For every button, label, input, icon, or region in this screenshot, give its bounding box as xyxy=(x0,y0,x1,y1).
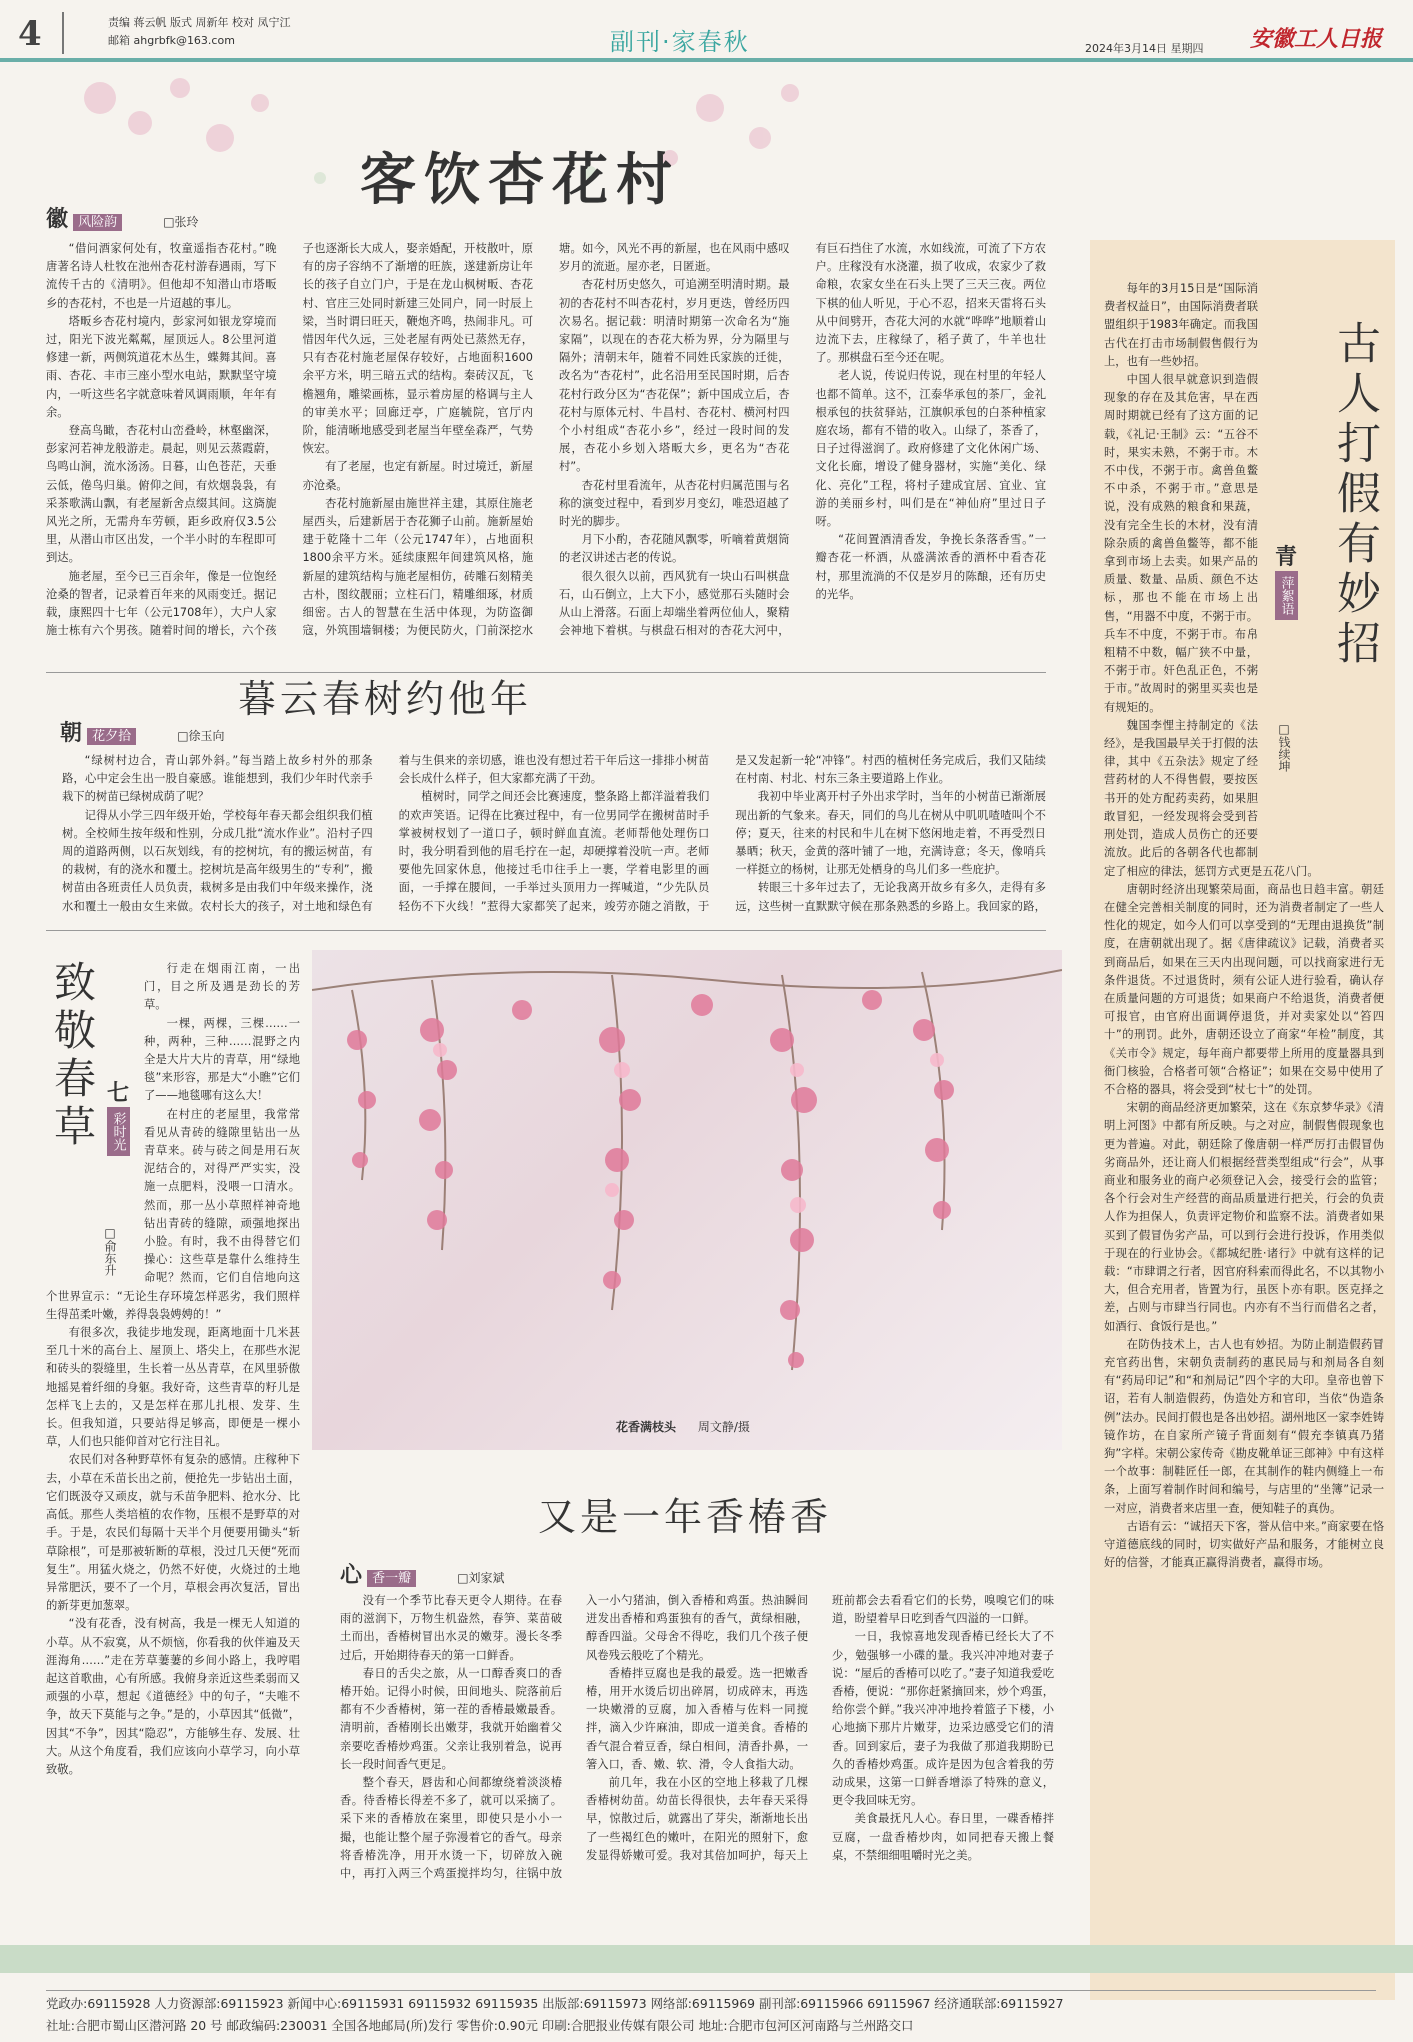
title-spacer xyxy=(1258,280,1384,860)
article3-body xyxy=(46,960,300,1920)
email-line: 邮箱 ahgrbfk@163.com xyxy=(108,34,235,47)
photo-caption xyxy=(616,1418,750,1435)
paragraph: 登高鸟瞰，杏花村山峦叠岭，林壑幽深，彭家河若神龙般游走。晨起，则见云蒸霞蔚，鸟鸣山涧，流水汤汤。日暮，山色苍茫，天垂云低，倦鸟归巢。俯仰之间，有炊烟袅袅，有采茶歌满山飘，有老屋新舍点缀其间。这旖旎风光之所，无需舟车劳顿，距乡政府仅3.5公里，从潜山市区出发，一个半小时的车程即可到达。 xyxy=(46,424,277,565)
article4-title: 又是一年香椿香 xyxy=(538,1495,833,1539)
title-spacer xyxy=(46,960,144,1280)
footer-rule xyxy=(46,1990,1376,1991)
article2-body xyxy=(62,752,1046,918)
footer-address: 社址:合肥市蜀山区潜河路 20 号 邮政编码:230031 全国各地邮局(所)发行 零售价:0.90元 印刷:合肥报业传媒有限公司 地址:合肥市包河区河南路与兰州路交口 xyxy=(46,2018,914,2033)
paragraph: 一棵，两棵，三棵……一种，两种，三种……混野之内全是大片大片的青草，用“绿地毯”来形容，那是大“小瞧”它们了——地毯哪有这么大！ xyxy=(144,1016,300,1103)
paragraph: 每年的3月15日是“国际消费者权益日”，由国际消费者联盟组织于1983年确定。而我国古代在打击市场制假售假行为上，也有一些妙招。 xyxy=(1104,282,1258,368)
blossom-illustration xyxy=(312,950,1062,1450)
column-char: 心 xyxy=(340,1562,363,1588)
paragraph: 塔畈乡杏花村境内，彭家河如银龙穿境而过，阳光下波光粼粼，屋顶远人。8公里河道修建一新，两侧筑道花木丛生，蝶舞其间。喜雨、杏花、丰市三座小型水电站，默默坚守境内，一听这些名字就意味着风调雨顺，年年有余。 xyxy=(46,314,277,419)
article5-body xyxy=(1104,280,1384,1984)
paragraph: 有了老屋，也定有新屋。时过境迁，新屋亦沧桑。 xyxy=(302,460,533,492)
paragraph: 春日的舌尖之旅，从一口醇香爽口的香椿开始。记得小时候，田间地头、院落前后都有不少香椿树，第一茬的香椿最嫩最香。清明前，香椿刚长出嫩芽，我就开始幽着父亲要吃香椿炒鸡蛋。父亲让我别着急，说再长一段时间香气更足。 xyxy=(340,1666,562,1771)
caption-title: 花香满枝头 xyxy=(616,1420,677,1434)
paragraph: 香椿拌豆腐也是我的最爱。选一把嫩香椿，用开水烫后切出碎屑，切成碎末，再选一块嫩滑的豆腐，加入香椿与佐料一同搅拌，滴入少许麻油，即成一道美食。香椿的香气混合着豆香，绿白相间，清香扑鼻，一箸入口，香、嫩、软、滑，令人食指大动。 xyxy=(586,1666,808,1771)
column-name: 风险韵 xyxy=(73,214,122,231)
paragraph: 整个春天，唇齿和心间都缭绕着淡淡椿香。待香椿长得差不多了，就可以采摘了。采下来的香椿放在案里，即使只是小小一撮，也能让整个屋子弥漫着它的香气。母亲将香椿洗净，用开水烫一下，切碎放入碗中，再打入两三个鸡蛋搅拌均匀，往锅中放入一小勺猪油，倒入香椿和鸡蛋。热油瞬间迸发出香椿和鸡蛋独有的香气，黄绿相融，醇香四溢。父母舍不得吃，我们几个孩子便风卷残云般吃了个精光。 xyxy=(340,1594,808,1881)
paragraph: 杏花村里看流年，从杏花村归属范围与名称的演变过程中，看到岁月变幻，唯恐迢越了时光的脚步。 xyxy=(559,478,790,529)
paragraph: 没有一个季节比春天更令人期待。在春雨的滋润下，万物生机盎然，春笋、菜苗破土而出，香椿树冒出水灵的嫩芽。漫长冬季过后，开始期待春天的第一口鲜香。 xyxy=(340,1594,562,1662)
masthead-rule xyxy=(0,58,1413,62)
paragraph: 我初中毕业离开村子外出求学时，当年的小树苗已渐渐展现出新的气象来。春天，同们的鸟儿在树从中叽叽喳喳叫个不停；夏天，往来的村民和牛儿在树下悠闲地走着，不再受烈日暴晒；秋天，金黄的落叶铺了一地，充满诗意；冬天，像哨兵一样挺立的杨树，让那无处栖身的鸟儿们多一些庇护。 xyxy=(735,790,1046,877)
paragraph: 在防伪技术上，古人也有妙招。为防止制造假药冒充官药出售，宋朝负责制药的惠民局与和剂局各自刻有“药局印记”和“和剂局记”四个字的大印。皇帝也曾下诏，若有人制造假药，伪造处方和官印，当依“伪造条例”法办。民间打假也是各出妙招。湖州地区一家李姓铸镜作坊，在自家所产镜子背面刻有“假充李镇真乃猪狗”字样。宋朝公家传奇《勘皮靴单证三郎神》中有这样一个故事：制鞋匠任一郎，在其制作的鞋内侧缝上一布条，上面写着制作时间和编号，与店里的“坐簿”记录一一对应，消费者来店里一查，便知鞋子的真伪。 xyxy=(1104,1337,1384,1515)
photo-credit: 周文静/摄 xyxy=(697,1420,750,1434)
paragraph: 宋朝的商品经济更加繁荣，这在《东京梦华录》《清明上河图》中都有所反映。与之对应，制假售假现象也更为普遍。对此，朝廷除了像唐朝一样严厉打击假冒伪劣商品外，还让商人们根据经营类型组成“行会”，从事商业和服务业的商户必须登记入会，接受行会的监管；各个行会对生产经营的商品质量进行把关，行会的负责人作为担保人，负责评定物价和监察不法。消费者如果买到了假冒伪劣产品，可以到行会进行投诉，作用类似于现在的行业协会。《都城纪胜·诸行》中就有这样的记载：“市肆谓之行者，因官府科索而得此名，不以其物小大，但合充用者，皆置为行，虽医卜亦有职。医克择之差，占则与市肆当行同也。内亦有不当行而借名之者，如酒行、食饭行是也。” xyxy=(1104,1101,1384,1333)
editors-line: 责编 蒋云帆 版式 周新年 校对 凤宁江 xyxy=(108,16,291,29)
article2-title: 暮云春树约他年 xyxy=(238,677,533,721)
paragraph: 杏花村施新屋由施世祥主建，其原住施老屋西头，后建新居于杏花狮子山前。施新屋始建于乾隆十二年（公元1747年），占地面积1800余平方米。延续康熙年间建筑风格，施新屋的建筑结构与施老屋相仿，砖雕石刻精美古朴，图纹靓丽；立柱石门，精雕细琢，材质细密。古人的智慧在生活中体现，为防盗御寇，外筑围墙铜楼；为便民防火，门前深挖水塘。如今，风光不再的新屋，也在风雨中感叹岁月的流逝。屋亦老，日匿逝。 xyxy=(302,242,790,638)
paragraph: 转眼三十多年过去了，无论我离开故乡有多久，走得有多远，这些树一直默默守候在那条熟悉的乡路上。我回家的路， xyxy=(735,881,1046,913)
paragraph: “绿树村边合，青山郭外斜。”每当踏上故乡村外的那条路，心中定会生出一股自豪感。谁能想到，我们少年时代亲手栽下的树苗已绿树成荫了呢？ xyxy=(62,754,373,804)
column-char: 七 xyxy=(106,1080,129,1106)
column-char: 青 xyxy=(1274,544,1297,570)
paragraph: 老人说，传说归传说，现在村里的年轻人也都不简单。这不，江泰华承包的茶厂，金礼根承包的扶贫驿站，江旗帜承包的白茶种植家庭农场，都有不错的收入。山绿了，茶香了，日子过得滋润了。政府修建了文化休闲广场、文化长廊，增设了健身器材，实施“美化、绿化、亮化”工程，将村子建成宜居、宜业、宜游的美丽乡村，叫们是在“神仙府”里过日子呀。 xyxy=(815,369,1046,529)
masthead xyxy=(0,0,1413,62)
divider xyxy=(46,930,1046,931)
paragraph: 农民们对各种野草怀有复杂的感情。庄稼种下去，小草在禾苗长出之前，便抢先一步钻出土面，它们既汲夺又顽皮，就与禾苗争肥料、抢水分、比高低。那些人类培植的农作物，压根不是野草的对手。于是，农民们每隔十天半个月便要用锄头“斩草除根”，可是那被斩断的草根，没过几天便“死而复生”。用猛火烧之，仍然不好使，火烧过的土地异常肥沃，要不了一个月，草根会再次复活，冒出的新芽更加葱翠。 xyxy=(46,1453,300,1613)
article1-title: 客饮杏花村 xyxy=(360,147,680,213)
paragraph: 杏花村历史悠久，可追溯至明清时期。最初的杏花村不叫杏花村，岁月更迭，曾经历四次易名。据记载：明清时期第一次命名为“施家隔”，以现在的杏花大桥为界，分为隔里与隔外；清朝末年，随着不同姓氏家族的迁徙，改名为“杏花村”，此名沿用至民国时期，后杏花村行政分区为“杏花保”；新中国成立后，杏花村与原体元村、牛昌村、杏花村、横河村四个小村组成“杏花小乡”，经过一段时间的发展，杏花小乡划入塔畈大乡，更名为“杏花村”。 xyxy=(559,278,790,474)
article1-byline xyxy=(46,202,199,233)
footer-contacts: 党政办:69115928 人力资源部:69115923 新闻中心:69115931 69115932 69115935 出版部:69115973 网络部:69115969 副刊部:69115966 69115967 经济通联部:69115927 xyxy=(46,1996,1064,2011)
article1-body xyxy=(46,240,1046,670)
article1-author: □张玲 xyxy=(163,215,199,229)
paragraph: 记得从小学三四年级开始，学校每年春天都会组织我们植树。全校师生按年级和性别，分成几批“流水作业”。沿村子四周的道路两侧，以石灰划线，有的挖树坑，有的搬运树苗，有的栽树，有的浇水和覆土。挖树坑是高年级男生的“专利”，搬树苗由各班责任人员负责，栽树多是由我们中年级来操作，浇水和覆土一般由女生来做。农村长大的孩子，对土地和绿色有着与生俱来的亲切感，谁也没有想过若干年后这一排排小树苗会长成什么样子，但大家都充满了干劲。 xyxy=(62,754,710,913)
column-char: 朝 xyxy=(60,720,83,746)
paragraph: 月下小酌，杏花随风飘零，听嘀着黄烟筒的老汉讲述古老的传说。 xyxy=(559,533,790,565)
article4-body xyxy=(340,1592,1054,1922)
editors-info xyxy=(108,14,290,50)
article5-author: □钱续坤 xyxy=(1277,722,1291,772)
paragraph: “借问酒家何处有，牧童遥指杏花村。”晚唐著名诗人杜牧在池州杏花村游春遇雨，写下流传千古的《清明》。但他却不知潜山市塔畈乡的杏花村，不也是一片迢越的事儿。 xyxy=(46,242,277,310)
article5-title: 古人打假有妙招 xyxy=(1329,320,1380,670)
paragraph: 美食最抚凡人心。春日里，一碟香椿拌豆腐，一盘香椿炒肉，如同把春天搬上餐桌，不禁细细咀嚼时光之美。 xyxy=(832,1812,1054,1862)
article4-byline xyxy=(340,1558,505,1589)
section-title: 副刊·家春秋 xyxy=(610,28,750,56)
paragraph: 古语有云：“诚招天下客，誉从信中来。”商家要在恪守道德底线的同时，切实做好产品和服务，才能树立良好的信誉，才能真正赢得消费者，赢得市场。 xyxy=(1104,1519,1384,1570)
paragraph: 很久很久以前，西风犹有一块山石叫棋盘石，山石倒立，上大下小，感觉那石头随时会从山上滑落。石面上却端坐着两位仙人，聚精会神地下着棋。与棋盘石相对的杏花大河中，有巨石挡住了水流，水如线流，可流了下方农户。庄稼没有水浇灌，损了收成，农家少了救命粮，农家女坐在石头上哭了三天三夜。两位下棋的仙人听见，于心不忍，招来天雷将石头从中间劈开，杏花大河的水就“哗哗”地顺着山边流下去，庄稼绿了，稻子黄了，牛羊也壮了。那棋盘石至今还在呢。 xyxy=(559,242,1046,638)
cherry-blossom-photo xyxy=(312,950,1062,1450)
issue-date: 2024年3月14日 星期四 xyxy=(1085,42,1204,55)
paragraph: 一日，我惊喜地发现香椿已经长大了不少，勉强够一小碟的量。我兴冲冲地对妻子说：“屋后的香椿可以吃了。”妻子知道我爱吃香椿，便说：“那你赶紧摘回来，炒个鸡蛋，给你尝个鲜。”我兴冲冲地拎着篮子下楼，小心地摘下那片片嫩芽，边采边感受它们的清香。回到家后，妻子为我做了那道我期盼已久的香椿炒鸡蛋。成许是因为包含着我的劳动成果，这第一口鲜香增添了特殊的意义，更令我回味无穷。 xyxy=(832,1630,1054,1808)
paragraph: 中国人很早就意识到造假现象的存在及其危害，早在西周时期就已经有了这方面的记载，《礼记·王制》云：“五谷不时，果实未熟，不粥于市。木不中伐，不粥于市。禽兽鱼鳖不中杀，不粥于市。”意思是说，没有成熟的粮食和果蔬，没有完全生长的木材，没有清除杂质的禽兽鱼鳖等，都不能拿到市场上去卖。如果产品的质量、数量、品质、颜色不达标，那也不能在市场上出售，“用器不中度，不粥于市。兵车不中度，不粥于市。布帛粗精不中数，幅广狭不中量，不粥于市。奸色乱正色，不粥于市。”故周时的粥里买卖也是有规矩的。 xyxy=(1104,373,1258,714)
paragraph: 施老屋，至今已三百余年，像是一位饱经沧桑的智者，记录着百年来的风雨变迁。据记载，康熙四十七年（公元1708年），大户人家施士栋有六个男孩。随着时间的增长，六个孩子也逐渐长大成人，娶亲婚配，开枝散叶，原有的房子容纳不了渐增的旺族，遂建新房让年长的孩子自立门户，于是在龙山枫树畈、杏花村、官庄三处同时新建三处同户，同一时辰上梁，当时谓曰旺天，鞭炮齐鸣，热闹非凡。可惜因年代久远，三处老屋有两处已蒸然无存，只有杏花村施老屋保存较好，占地面积1600余平方米，明三暗五式的结构。秦砖汉瓦，飞檐翘角，雕梁画栋，显示着房屋的格调与主人的审美水平；回廊迂亭，广庭毓院，官厅内阶，能清晰地感受到老屋当年壁垒森严，气势恢宏。 xyxy=(46,242,533,638)
column-name: 花夕拾 xyxy=(87,728,136,745)
article2-author: □徐玉向 xyxy=(177,729,225,743)
column-name: 萍絮语 xyxy=(1275,571,1298,620)
column-name: 彩时光 xyxy=(107,1107,130,1156)
page-number: 4 xyxy=(18,14,42,54)
newspaper-logo: 安徽工人日报 xyxy=(1250,26,1383,52)
paragraph: “没有花香，没有树高，我是一棵无人知道的小草。从不寂寞，从不烦恼，你看我的伙伴遍及天涯海角……”走在芳草萋萋的乡间小路上，我哼唱起这首歌曲，心有所感。我俯身亲近这些柔弱而又顽强的小草，想起《道德经》中的句子，“夫唯不争，故天下莫能与之争。”是的，小草因其“低微”，因其“不争”，因其“隐忍”，方能够生存、发展、壮大。从这个角度看，我们应该向小草学习，向小草致敬。 xyxy=(46,1617,300,1776)
article4-author: □刘家斌 xyxy=(457,1571,505,1585)
paragraph: 魏国李悝主持制定的《法经》，是我国最早关于打假的法律，其中《五杂法》规定了经营药材的人不得售假，要按医书开的处方配药卖药，如果胆敢冒犯，一经发现将会受到苔刑处罚，造成人员伤亡的还要流放。此后的各朝各代也都制定了相应的律法，惩罚方式更是五花八门。 xyxy=(1104,718,1319,878)
paragraph: 在村庄的老屋里，我常常看见从青砖的缝隙里钻出一丛青草来。砖与砖之间是用石灰泥结合的，对得严严实实，没施一点肥料，没喂一口清水。然而，那一丛小草照样神奇地钻出青砖的缝隙，顽强地探出小脸。有时，我不由得替它们操心：这些草是靠什么维持生命呢？然而，它们自信地向这个世界宣示：“无论生存环境怎样恶劣，我们照样生得茁柔叶嫩，养得袅袅娉娉的！” xyxy=(46,1107,300,1321)
article3-author: □俞东升 xyxy=(103,1226,117,1276)
paragraph: “花间置酒清香发，争挽长条落香雪。”一瓣杏花一杯酒，从盛满浓香的酒杯中看杏花村，那里流淌的不仅是岁月的陈酿，还有历史的光华。 xyxy=(815,533,1046,601)
article3-title: 致敬春草 xyxy=(48,960,97,1152)
paragraph: 唐朝时经济出现繁荣局面，商品也日趋丰富。朝廷在健全完善相关制度的同时，还为消费者制定了一些人性化的规定，如今人们可以享受到的“无理由退换货”制度，在唐朝就出现了。据《唐律疏议》记载，消费者买到商品后，如果在三天内出现问题，可以找商家进行无条件退货。不过退货时，须有公证人进行验看，确认存在质量问题的方可退货；如果商户不给退货，消费者便可报官，由官府出面调停退货，并对卖家处以“笞四十”的刑罚。此外，唐朝还设立了商家“年检”制度，其《关市令》规定，每年商户都要带上所用的度量器具到衙门核验，合格者可领“合格证”；如果在交易中使用了不合格的器具，将会受到“杖七十”的处罚。 xyxy=(1104,882,1384,1096)
article2-byline xyxy=(60,716,225,747)
column-char: 徽 xyxy=(46,206,69,232)
paragraph: 前几年，我在小区的空地上移栽了几棵香椿树幼苗。幼苗长得很快，去年春天采得早，惊散过后，就露出了芽尖，渐渐地长出了一些褐红色的嫩叶，在阳光的照射下，愈发显得娇嫩可爱。我对其倍加呵护，每天上班前都会去看看它们的长势，嗅嗅它们的味道，盼望着早日吃到香气四溢的一口鲜。 xyxy=(586,1594,1054,1862)
footer-band xyxy=(0,1945,1413,1973)
column-name: 香一瓣 xyxy=(367,1570,416,1587)
divider xyxy=(46,672,1046,673)
paragraph: 行走在烟雨江南，一出门，目之所及遇是劲长的芳草。 xyxy=(144,962,300,1012)
paragraph: 有很多次，我徒步地发现，距离地面十几米甚至几十米的高台上、屋顶上、塔尖上，在那些水泥和砖头的裂缝里，生长着一丛丛青草，在风里骄傲地摇晃着纤细的身躯。我好奇，这些青草的籽儿是怎样飞上去的，又是怎样在那儿扎根、发芽、生长。但我知道，只要站得足够高，即便是一棵小草，人们也只能仰首对它行注目礼。 xyxy=(46,1326,300,1449)
paragraph: 植树时，同学之间还会比赛速度，整条路上都洋溢着我们的欢声笑语。记得在比赛过程中，有一位男同学在搬树苗时手掌被树杈划了一道口子，顿时鲜血直流。老师帮他处理伤口时，我分明看到他的眉毛拧在一起，却硬撑着没吭一声。老师要他先回家休息，他接过毛巾往手上一裹，学着电影里的画面，一手撑在腰间，一手举过头顶用力一挥喊道，“少先队员轻伤不下火线！”惹得大家都笑了起来，竣劳亦随之消散，于是又发起新一轮“冲锋”。村西的植树任务完成后，我们又陆续在村南、村北、村东三条主要道路上作业。 xyxy=(398,754,1046,913)
